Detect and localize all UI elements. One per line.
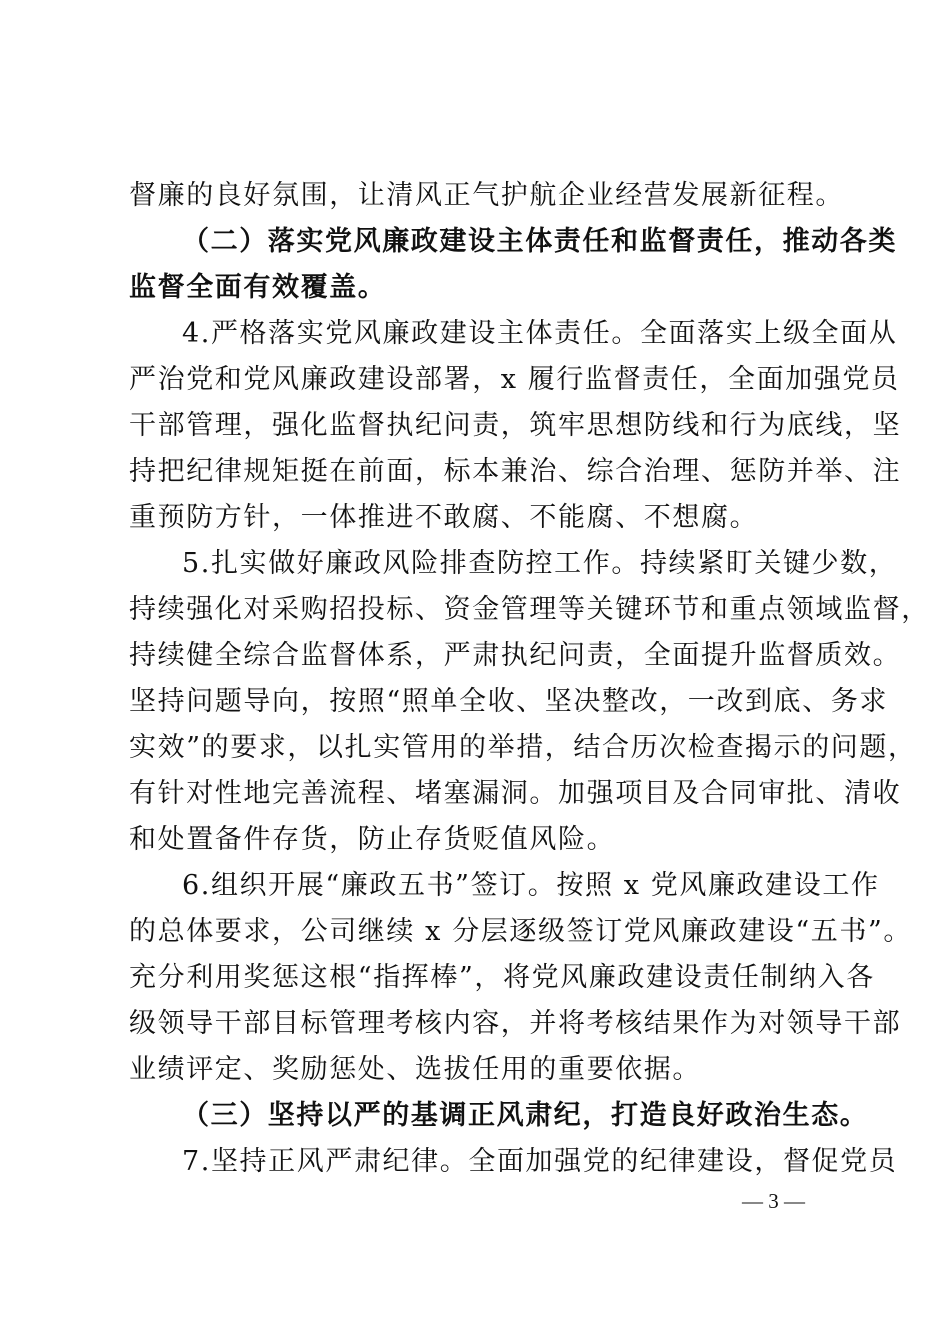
body-text-line: 持续健全综合监督体系，严肃执纪问责，全面提升监督质效。 [129, 640, 902, 671]
page-number: — 3 — [742, 1189, 805, 1213]
item-6-heading-line: 6.组织开展“廉政五书”签订。按照 x 党风廉政建设工作 [182, 870, 880, 901]
item-4-heading-line: 4.严格落实党风廉政建设主体责任。全面落实上级全面从 [182, 318, 898, 349]
body-text-line: 重预防方针，一体推进不敢腐、不能腐、不想腐。 [129, 502, 759, 533]
body-text-line: 实效”的要求，以扎实管用的举措，结合历次检查揭示的问题， [129, 732, 917, 763]
body-text-line: 督廉的良好氛围，让清风正气护航企业经营发展新征程。 [129, 180, 844, 211]
body-text-line: 的总体要求，公司继续 x 分层逐级签订党风廉政建设“五书”。 [129, 916, 912, 947]
item-7-heading-line: 7.坚持正风严肃纪律。全面加强党的纪律建设，督促党员 [182, 1146, 898, 1177]
section-heading: （二）落实党风廉政建设主体责任和监督责任，推动各类 [182, 226, 897, 257]
body-text-line: 持续强化对采购招投标、资金管理等关键环节和重点领域监督， [129, 594, 930, 625]
body-text-line: 级领导干部目标管理考核内容，并将考核结果作为对领导干部 [129, 1008, 902, 1039]
body-text-line: 干部管理，强化监督执纪问责，筑牢思想防线和行为底线，坚 [129, 410, 902, 441]
body-text-line: 坚持问题导向，按照“照单全收、坚决整改，一改到底、务求 [129, 686, 889, 717]
body-text-line: 持把纪律规矩挺在前面，标本兼治、综合治理、惩防并举、注 [129, 456, 902, 487]
body-text-line: 有针对性地完善流程、堵塞漏洞。加强项目及合同审批、清收 [129, 778, 902, 809]
item-5-heading-line: 5.扎实做好廉政风险排查防控工作。持续紧盯关键少数， [182, 548, 898, 579]
body-text-line: 业绩评定、奖励惩处、选拔任用的重要依据。 [129, 1054, 701, 1085]
body-text-line: 充分利用奖惩这根“指挥棒”，将党风廉政建设责任制纳入各 [129, 962, 875, 993]
body-text-line: 和处置备件存货，防止存货贬值风险。 [129, 824, 616, 855]
section-heading-continued: 监督全面有效覆盖。 [129, 272, 387, 303]
section-heading: （三）坚持以严的基调正风肃纪，打造良好政治生态。 [182, 1100, 869, 1131]
body-text-line: 严治党和党风廉政建设部署，x 履行监督责任，全面加强党员 [129, 364, 900, 395]
